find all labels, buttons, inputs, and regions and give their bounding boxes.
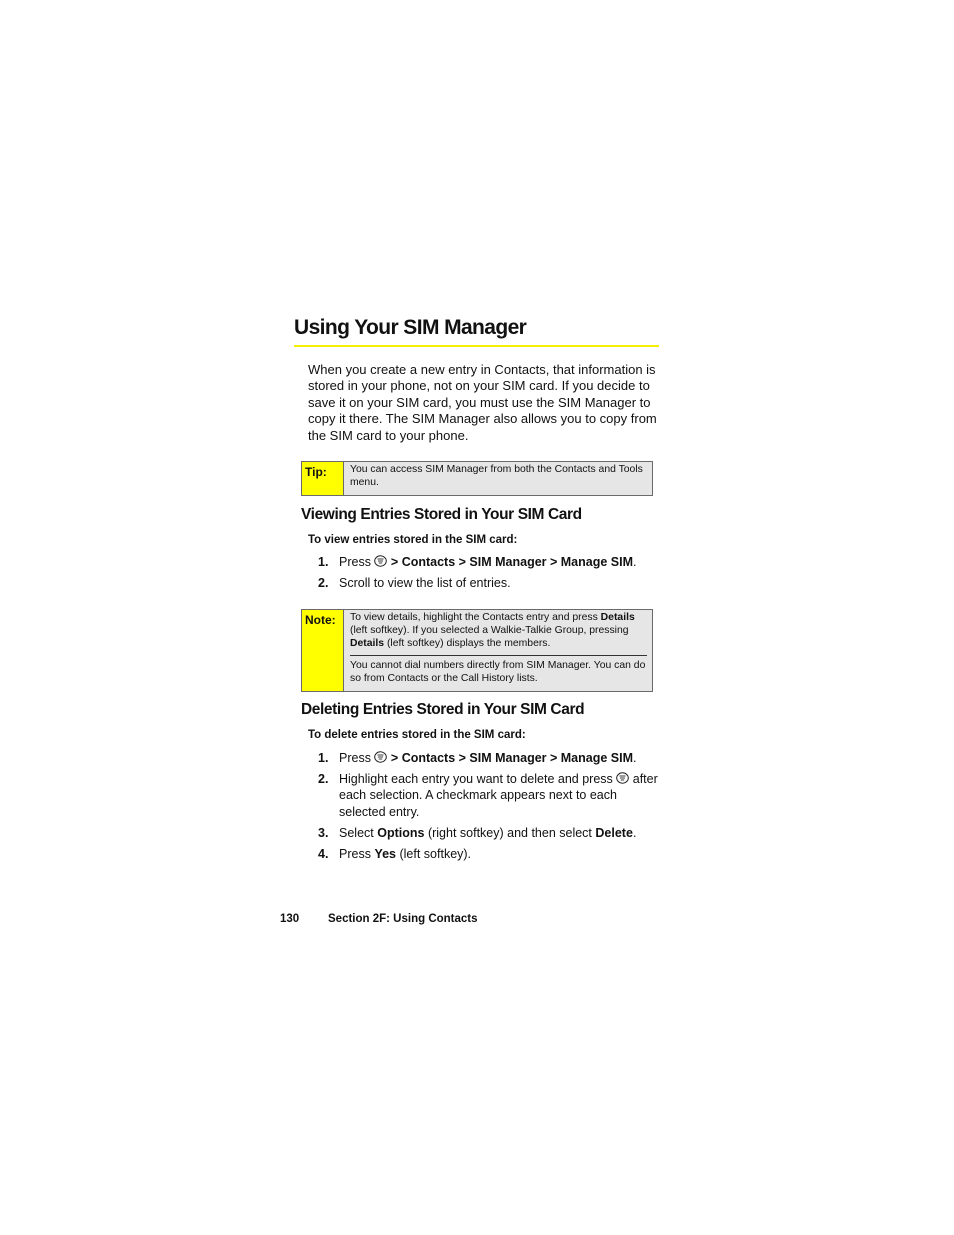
step-number: 4.	[318, 847, 329, 861]
note-text	[344, 610, 652, 691]
step-text: after each selection. A checkmark appears next to each selected entry.	[339, 772, 658, 819]
step-text-end: .	[633, 751, 637, 765]
viewing-lead: To view entries stored in the SIM card:	[308, 534, 518, 546]
intro-paragraph: When you create a new entry in Contacts, that information is stored in your phone, not on your SIM card. If you decide to save it on your SIM card, you must use the SIM Manager to copy it there. The SIM Manager also allows you to copy from the SIM card to your phone.	[308, 362, 657, 443]
tip-text: You can access SIM Manager from both the Contacts and Tools menu.	[350, 464, 643, 489]
delete-label: Delete	[595, 826, 633, 840]
note-text-segment: (left softkey). If you selected a Walkie-Talkie Group, pressing	[350, 625, 629, 637]
note-bold-details: Details	[350, 638, 385, 650]
section-footer: Section 2F: Using Contacts	[328, 913, 478, 925]
step-text-end: .	[632, 826, 637, 840]
step-text: Press	[339, 751, 371, 765]
note-text-segment: To view details, highlight the Contacts entry and press	[350, 612, 598, 623]
deleting-step-4	[318, 846, 658, 862]
menu-key-icon	[374, 555, 387, 567]
note-divider	[350, 655, 647, 656]
step-text: Select	[339, 826, 374, 840]
step-text: (left softkey).	[399, 847, 472, 861]
yes-label: Yes	[374, 847, 396, 861]
title-underline	[294, 345, 659, 347]
note-text-segment: (left softkey) displays the members.	[386, 638, 551, 650]
step-number: 1.	[318, 555, 329, 569]
deleting-step-1	[318, 750, 658, 766]
viewing-heading: Viewing Entries Stored in Your SIM Card	[301, 506, 582, 523]
note-paragraph-1	[350, 611, 647, 651]
viewing-step-1	[318, 554, 658, 570]
step-text: Press	[339, 555, 371, 569]
step-number: 1.	[318, 751, 329, 765]
menu-key-icon	[374, 751, 387, 763]
step-number: 2.	[318, 576, 329, 590]
step-number: 3.	[318, 826, 329, 840]
step-number: 2.	[318, 772, 329, 786]
menu-path: > Contacts > SIM Manager > Manage SIM	[390, 555, 633, 569]
deleting-step-2	[318, 771, 658, 820]
note-box	[301, 609, 653, 692]
menu-path: > Contacts > SIM Manager > Manage SIM	[390, 751, 633, 765]
tip-label: Tip:	[302, 462, 344, 495]
step-text: (right softkey) and then select	[427, 826, 592, 840]
step-text-end: .	[633, 555, 637, 569]
step-text: Press	[339, 847, 371, 861]
menu-key-icon	[616, 772, 629, 784]
deleting-heading: Deleting Entries Stored in Your SIM Card	[301, 701, 585, 718]
note-bold-details: Details	[600, 612, 635, 623]
page-number: 130	[280, 913, 300, 925]
note-paragraph-2: You cannot dial numbers directly from SIM Manager. You can do so from Contacts or the Call History lists.	[350, 659, 646, 684]
step-text: Highlight each entry you want to delete and press	[339, 772, 613, 786]
deleting-step-3	[318, 825, 658, 841]
page-title: Using Your SIM Manager	[294, 316, 527, 339]
options-label: Options	[377, 826, 425, 840]
note-label: Note:	[302, 610, 344, 691]
viewing-step-2	[318, 575, 658, 591]
deleting-lead: To delete entries stored in the SIM card:	[308, 729, 526, 741]
step-text: Scroll to view the list of entries.	[339, 576, 511, 590]
tip-box	[301, 461, 653, 496]
